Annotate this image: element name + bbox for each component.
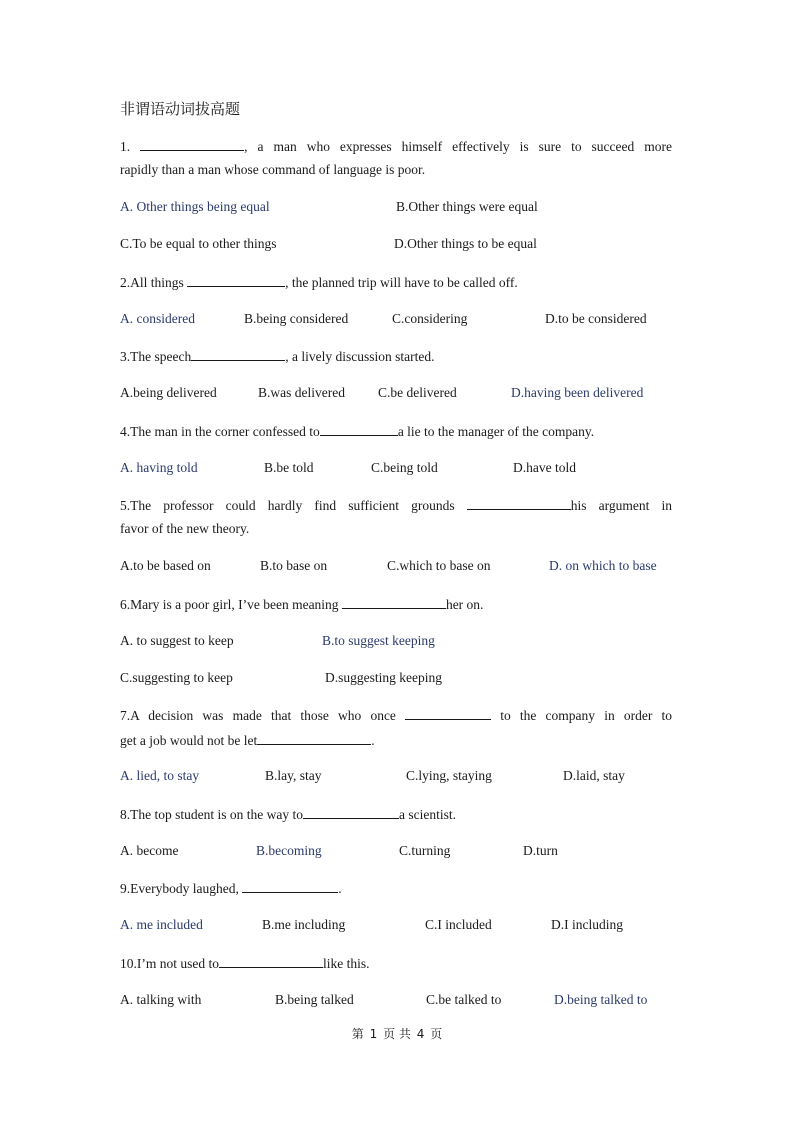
question-8-text-end: a scientist. xyxy=(398,807,456,822)
question-6-text: 6.Mary is a poor girl, I’ve been meaning xyxy=(120,597,342,612)
question-9 xyxy=(120,879,672,898)
answer-blank xyxy=(467,496,571,510)
answer-blank xyxy=(303,805,399,819)
answer-blank xyxy=(320,422,398,436)
question-1-line-1 xyxy=(120,137,672,156)
page-number: 1 xyxy=(369,1027,378,1041)
question-4-text: 4.The man in the corner confessed to xyxy=(120,424,320,439)
question-5-text: 5.The professor could hardly find sufficient grounds xyxy=(120,498,467,513)
footer-mid: 页 共 xyxy=(383,1027,411,1041)
question-7-text-mid: to the company in order to xyxy=(491,708,673,723)
question-7-text: 7.A decision was made that those who once xyxy=(120,708,406,723)
question-10-text-end: like this. xyxy=(323,956,370,971)
q9-option-c: C.I included xyxy=(425,917,492,932)
question-3 xyxy=(120,347,672,366)
q4-option-d: D.have told xyxy=(513,460,576,475)
q8-option-d: D.turn xyxy=(523,843,558,858)
q8-option-c: C.turning xyxy=(399,843,451,858)
q2-option-b: B.being considered xyxy=(244,311,349,326)
q1-option-d: D.Other things to be equal xyxy=(394,236,537,251)
question-10 xyxy=(120,954,672,973)
q4-option-a: A. having told xyxy=(120,460,198,475)
q10-option-d: D.being talked to xyxy=(554,992,648,1007)
question-9-text: 9.Everybody laughed, xyxy=(120,881,243,896)
q9-option-d: D.I including xyxy=(551,917,623,932)
question-7-line-2 xyxy=(120,731,672,750)
footer-suffix: 页 xyxy=(430,1027,443,1041)
q10-option-a: A. talking with xyxy=(120,992,202,1007)
q7-option-d: D.laid, stay xyxy=(563,768,625,783)
question-2 xyxy=(120,273,672,292)
q8-option-a: A. become xyxy=(120,843,179,858)
question-1-number: 1. xyxy=(120,139,141,154)
q9-option-b: B.me including xyxy=(262,917,346,932)
question-7-text-2: get a job would not be let xyxy=(120,733,258,748)
q2-option-a: A. considered xyxy=(120,311,195,326)
q4-option-c: C.being told xyxy=(371,460,438,475)
q3-option-a: A.being delivered xyxy=(120,385,217,400)
question-5-line-2: favor of the new theory. xyxy=(120,521,250,536)
q5-option-d: D. on which to base xyxy=(549,558,657,573)
question-4-text-end: a lie to the manager of the company. xyxy=(397,424,595,439)
answer-blank xyxy=(187,273,285,287)
q2-option-c: C.considering xyxy=(392,311,468,326)
answer-blank xyxy=(257,731,371,745)
question-10-text: 10.I’m not used to xyxy=(120,956,219,971)
question-2-text-end: , the planned trip will have to be called off. xyxy=(285,275,518,290)
document-page xyxy=(120,0,672,1123)
answer-blank xyxy=(219,954,323,968)
q2-option-d: D.to be considered xyxy=(545,311,647,326)
q5-option-a: A.to be based on xyxy=(120,558,211,573)
answer-blank xyxy=(140,137,244,151)
question-3-text: 3.The speech xyxy=(120,349,192,364)
page-total: 4 xyxy=(416,1027,425,1041)
q3-option-d: D.having been delivered xyxy=(511,385,644,400)
page-footer xyxy=(0,1025,794,1042)
question-8-text: 8.The top student is on the way to xyxy=(120,807,303,822)
q3-option-b: B.was delivered xyxy=(258,385,345,400)
q8-option-b: B.becoming xyxy=(256,843,322,858)
q10-option-b: B.being talked xyxy=(275,992,354,1007)
q6-option-a: A. to suggest to keep xyxy=(120,633,234,648)
question-1-line-2: rapidly than a man whose command of language is poor. xyxy=(120,162,426,177)
answer-blank xyxy=(342,595,446,609)
question-6 xyxy=(120,595,672,614)
q6-option-d: D.suggesting keeping xyxy=(325,670,442,685)
answer-blank xyxy=(242,879,338,893)
question-5-text-end: his argument in xyxy=(570,498,672,513)
q7-option-c: C.lying, staying xyxy=(406,768,492,783)
question-1-text: , a man who expresses himself effectively is sure to succeed more xyxy=(244,139,673,154)
answer-blank xyxy=(405,706,491,720)
question-7-text-end: . xyxy=(371,733,375,748)
q1-option-a: A. Other things being equal xyxy=(120,199,270,214)
answer-blank xyxy=(191,347,285,361)
question-4 xyxy=(120,422,672,441)
footer-prefix: 第 xyxy=(351,1027,364,1041)
q5-option-b: B.to base on xyxy=(260,558,328,573)
question-8 xyxy=(120,805,672,824)
question-7-line-1 xyxy=(120,706,672,725)
question-3-text-end: , a lively discussion started. xyxy=(285,349,435,364)
question-9-text-end: . xyxy=(338,881,342,896)
q4-option-b: B.be told xyxy=(264,460,314,475)
q3-option-c: C.be delivered xyxy=(378,385,457,400)
question-6-text-end: her on. xyxy=(445,597,484,612)
q1-option-b: B.Other things were equal xyxy=(396,199,538,214)
q1-option-c: C.To be equal to other things xyxy=(120,236,277,251)
q7-option-b: B.lay, stay xyxy=(265,768,322,783)
question-5-line-1 xyxy=(120,496,672,515)
q6-option-b: B.to suggest keeping xyxy=(322,633,435,648)
page-title: 非谓语动词拔高题 xyxy=(120,100,241,118)
q9-option-a: A. me included xyxy=(120,917,203,932)
question-2-text: 2.All things xyxy=(120,275,188,290)
q7-option-a: A. lied, to stay xyxy=(120,768,200,783)
q6-option-c: C.suggesting to keep xyxy=(120,670,233,685)
q10-option-c: C.be talked to xyxy=(426,992,502,1007)
q5-option-c: C.which to base on xyxy=(387,558,491,573)
